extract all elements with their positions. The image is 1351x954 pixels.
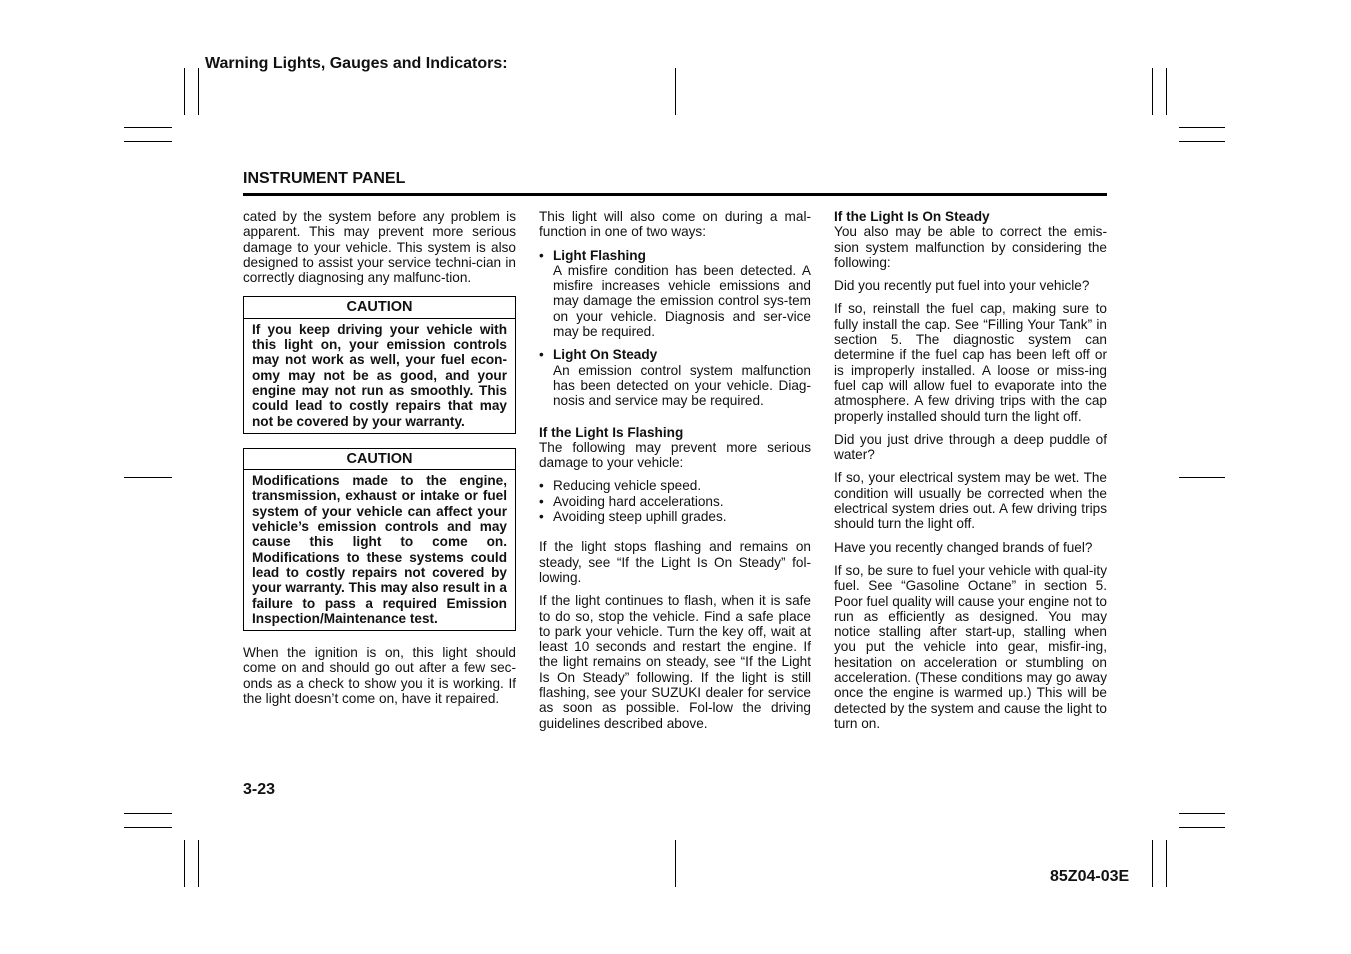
crop-mark [124,827,172,828]
crop-mark [1166,840,1167,887]
crop-mark [1152,68,1153,115]
bullet-title: Light On Steady [553,347,658,363]
bullet-dot: • [539,493,544,509]
bullet-item [539,248,811,263]
caution-title: CAUTION [244,449,515,470]
section-rule [243,193,1107,196]
bullet-item [539,347,811,362]
bullet-text: An emission control system malfunction has been detected on your vehicle. Diag-nosis and service may be required. [553,362,811,409]
list-item: • Reducing vehicle speed. [539,478,702,494]
list-item: • Avoiding steep uphill grades. [539,509,727,525]
crop-mark [124,813,172,814]
crop-mark [1179,813,1225,814]
caution-box [243,448,516,631]
paragraph: If so, reinstall the fuel cap, making sure to fully install the cap. See “Filling Your Tank” in section 5. The diagnostic system can determine if the fuel cap has been left off or is improperly installed. A loose or miss-ing fuel cap will allow fuel to evaporate into the atmosphere. A few driving trips with the cap properly installed should turn the light off. [834,301,1107,424]
crop-mark [124,477,172,478]
list-item: • Avoiding hard accelerations. [539,493,724,509]
caution-box [243,296,516,433]
paragraph: If so, your electrical system may be wet. The condition will usually be corrected when the electrical system dries out. A few driving trips should turn the light off. [834,470,1107,532]
crop-mark [198,840,199,887]
crop-mark [198,68,199,115]
paragraph: This light will also come on during a mal-function in one of two ways: [539,209,811,240]
paragraph: cated by the system before any problem is apparent. This may prevent more serious damage to your vehicle. This system is also designed to assist your service techni-cian in correctly diagnosing any malfunc-tion. [243,209,516,286]
document-code: 85Z04-03E [1050,868,1130,885]
page-number: 3-23 [243,781,276,798]
question: Have you recently changed brands of fuel? [834,539,1093,555]
crop-mark [184,840,185,887]
crop-mark [675,840,676,887]
subheading: If the Light Is On Steady [834,209,990,224]
crop-mark [184,68,185,115]
paragraph: You also may be able to correct the emis-sion system malfunction by considering the following: [834,224,1107,270]
column-2 [539,209,811,739]
bullet-dot: • [539,347,544,363]
crop-mark [1179,477,1225,478]
bullet-title: Light Flashing [553,247,646,263]
paragraph: The following may prevent more serious damage to your vehicle: [539,439,811,471]
question: Did you just drive through a deep puddle of water? [834,431,1107,463]
crop-mark [124,127,172,128]
caution-text: Modifications made to the engine, transmission, exhaust or intake or fuel system of your vehicle can affect your vehicle’s emission controls and may cause this light to come on. Modifications to these systems could lead to costly repairs not covered by your warranty. This may also result in a failure to pass a required Emission Inspection/Maintenance test. [252,473,507,626]
bullet-text: A misfire condition has been detected. A misfire increases vehicle emissions and may damage the emission control sys-tem on your vehicle. Diagnosis and ser-vice may be required. [553,262,811,340]
paragraph: If so, be sure to fuel your vehicle with qual-ity fuel. See “Gasoline Octane” in section 5. Poor fuel quality will cause your engine not to run as efficiently as designed. You may notice stalling after start-up, stalling when you put the vehicle into gear, misfir-ing, hesitation on acceleration or stumbling on acceleration. (These conditions may go away once the engine is warmed up.) This will be detected by the system and cause the light to turn on. [834,562,1107,731]
paragraph: When the ignition is on, this light should come on and should go out after a few sec-onds as a check to show you it is working. If the light doesn’t come on, have it repaired. [243,645,516,707]
paragraph: If the light stops flashing and remains on steady, see “If the Light Is On Steady” fol-lowing. [539,539,811,585]
chapter-heading: Warning Lights, Gauges and Indicators: [205,55,508,72]
bullet-dot: • [539,247,544,263]
paragraph: If the light continues to flash, when it is safe to do so, stop the vehicle. Find a safe place to park your vehicle. Turn the key off, wait at least 10 seconds and restart the engine. If the light remains on steady, see “If the Light Is On Steady” following. If the light is still flashing, see your SUZUKI dealer for service as soon as possible. Fol-low the driving guidelines described above. [539,593,811,731]
bullet-dot: • [539,509,544,525]
subheading: If the Light Is Flashing [539,424,684,440]
question: Did you recently put fuel into your vehicle? [834,278,1090,294]
crop-mark [1179,141,1225,142]
crop-mark [1179,827,1225,828]
column-3 [834,209,1107,739]
crop-mark [1152,840,1153,887]
crop-mark [124,141,172,142]
caution-text: If you keep driving your vehicle with this light on, your emission controls may not work as well, your fuel econ-omy may not be as good, and your engine may not run as smoothly. This could lead to costly repairs that may not be covered by your warranty. [252,321,507,429]
column-1 [243,209,516,714]
crop-mark [1166,68,1167,115]
section-title: INSTRUMENT PANEL [243,170,406,187]
caution-title: CAUTION [244,297,515,318]
crop-mark [1179,127,1225,128]
crop-mark [675,68,676,115]
bullet-dot: • [539,478,544,494]
